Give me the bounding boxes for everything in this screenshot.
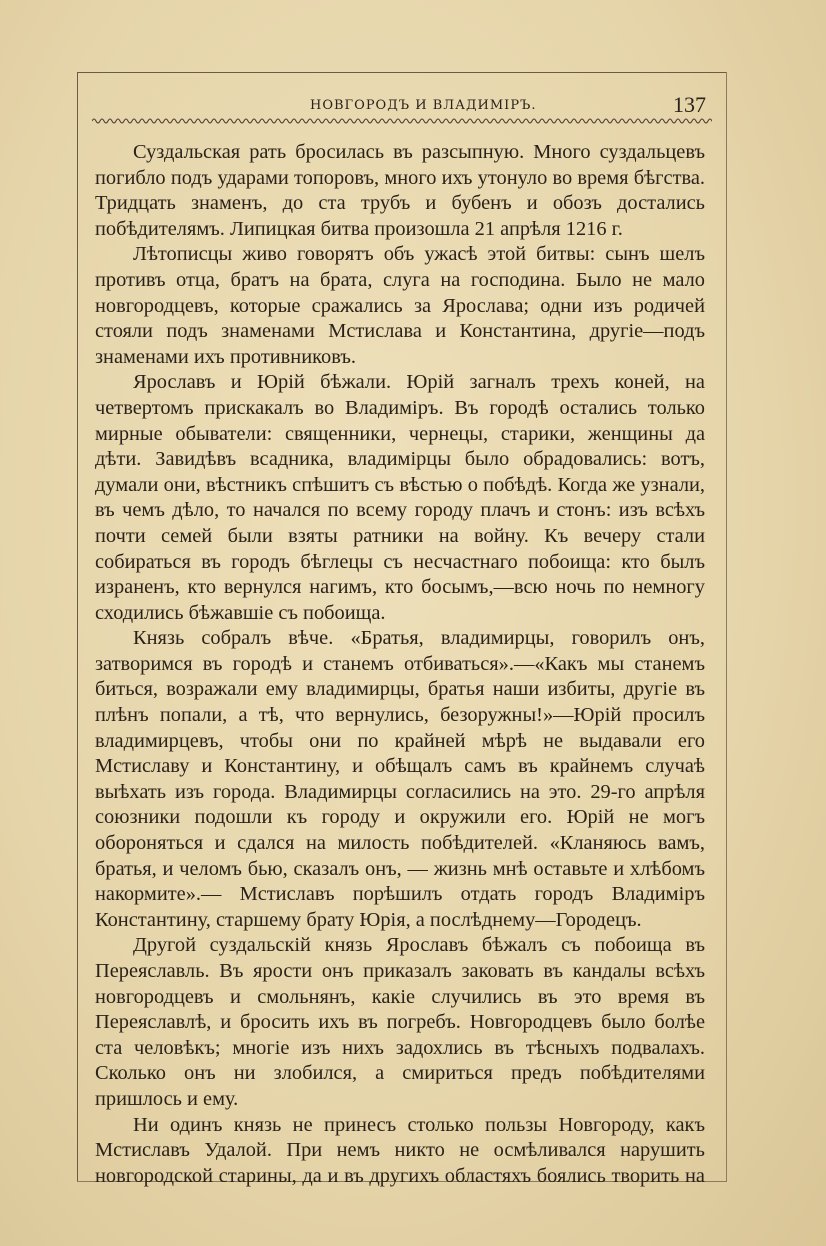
paragraph-1: Суздальская рать бросилась въ разсыпную. Много суздальцевъ погибло подъ ударами топоровъ, много ихъ утонуло во время бѣгства. Тридцать знаменъ, до ста трубъ и бубенъ и обозъ достались побѣдителямъ. Липицкая битва произошла 21 апрѣля 1216 г.: [95, 141, 705, 240]
frame-top-line: [77, 72, 727, 73]
paragraph-3: Ярославъ и Юрій бѣжали. Юрій загналъ трехъ коней, на четвертомъ прискакалъ во Владиміръ. Въ городѣ остались только мирные обыватели: священники, чернецы, старики, женщины да дѣти. Завидѣвъ всадника, владимірцы было обрадовались: вотъ, думали они, вѣстникъ спѣшитъ съ вѣстью о побѣдѣ. Когда же узнали, въ чемъ дѣло, то начался по всему городу плачъ и стонъ: изъ всѣхъ почти семей были взяты ратники на войну. Къ вечеру стали собираться въ городъ бѣглецы съ несчастнаго побоища: кто былъ израненъ, кто вернулся нагимъ, кто босымъ,—всю ночь по немногу сходились бѣжавшіе съ побоища.: [95, 371, 705, 624]
paragraph-4: Князь собралъ вѣче. «Братья, владимирцы, говорилъ онъ, затворимся въ городѣ и станемъ отбиваться».—«Какъ мы станемъ биться, возражали ему владимирцы, братья наши избиты, другіе въ плѣнъ попали, а тѣ, что вернулись, безоружны!»—Юрій просилъ владимирцевъ, чтобы они по крайней мѣрѣ не выдавали его Мстиславу и Константину, и обѣщалъ самъ въ крайнемъ случаѣ выѣхать изъ города. Владимирцы согласились на это. 29-го апрѣля союзники подошли къ городу и окружили его. Юрій не могъ обороняться и сдался на милость побѣдителей. «Кланяюсь вамъ, братья, и челомъ бью, сказалъ онъ, — жизнь мнѣ оставьте и хлѣбомъ накормите».— Мстиславъ порѣшилъ отдать городъ Владиміръ Константину, старшему брату Юрія, а послѣднему—Городецъ.: [95, 627, 705, 931]
body-text: [95, 140, 705, 1189]
wavy-rule: [92, 116, 712, 126]
paragraph-6: Ни одинъ князь не принесъ столько пользы Новгороду, какъ Мстиславъ Удалой. При немъ никто не осмѣливался нарушить новгородской старины, да и въ другихъ областяхъ боялись творить на: [95, 1113, 705, 1187]
page-header: [92, 92, 712, 132]
paragraph-2: Лѣтописцы живо говорятъ объ ужасѣ этой битвы: сынъ шелъ противъ отца, братъ на брата, слуга на господина. Было не мало новгородцевъ, которые сражались за Ярослава; одни изъ родичей стояли подъ знаменами Мстислава и Константина, другіе—подъ знаменами ихъ противниковъ.: [95, 243, 705, 368]
running-head: НОВГОРОДЪ И ВЛАДИМІРЪ.: [310, 98, 537, 113]
page-number: 137: [673, 92, 706, 117]
frame-right-line: [726, 72, 727, 1182]
paragraph-5: Другой суздальскій князь Ярославъ бѣжалъ съ побоища въ Переяславль. Въ ярости онъ приказалъ заковать въ кандалы всѣхъ новгородцевъ и смольнянъ, какіе случились въ это время въ Переяславлѣ, и бросить ихъ въ погребъ. Новгородцевъ было болѣе ста человѣкъ; многіе изъ нихъ задохлись въ тѣсныхъ подвалахъ. Сколько онъ ни злобился, а смириться предъ побѣдителями пришлось и ему.: [95, 934, 705, 1110]
frame-left-line: [77, 72, 78, 1182]
